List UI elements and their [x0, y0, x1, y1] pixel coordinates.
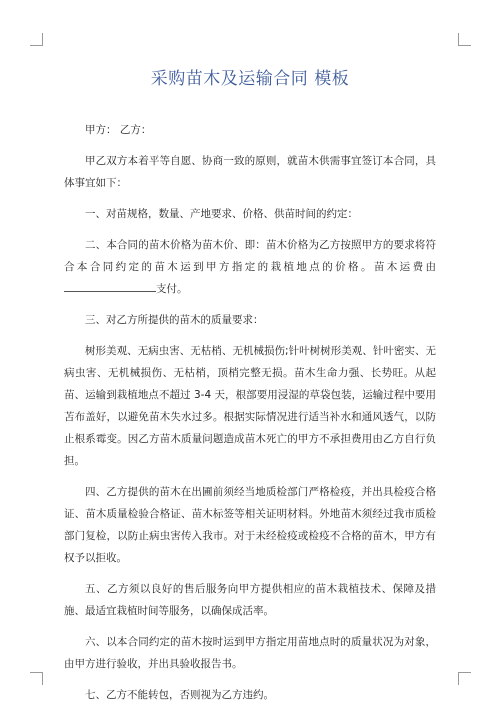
clause-1: 一、对苗规格，数量、产地要求、价格、供苗时间的约定： — [85, 208, 358, 220]
clause-7: 七、乙方不能转包，否则视为乙方违约。 — [85, 689, 274, 701]
fill-in-blank[interactable] — [64, 280, 156, 292]
clause-3-detail: 树形美观、无病虫害、无枯梢、无机械损伤;针叶树树形美观、针叶密实、无病虫害、无机械损伤、无枯梢，顶梢完整无损。苗木生命力强、长势旺。从起苗、运输到栽植地点不超过 3-4 天，根部要用浸湿的草袋包装，运输过程中要用苫布盖好，以避免苗木失水过多。根据实际情况进行适当补水和通风透气，以防止根系霉变。因乙方苗木质量问题造成苗木死亡的甲方不承担费用由乙方自行负担。 — [64, 345, 436, 467]
document-body — [64, 119, 436, 715]
clause-2-text: 二、本合同的苗木价格为苗木价、即：苗木价格为乙方按照甲方的要求将符合本合同约定的苗木运到甲方指定的栽植地点的价格。苗木运费由 — [64, 239, 436, 273]
clause-3: 三、对乙方所提供的苗木的质量要求： — [85, 314, 264, 326]
crop-mark-top-right — [458, 33, 471, 46]
clause-5: 五、乙方须以良好的售后服务向甲方提供相应的苗木栽植技术、保障及措施、最适宜栽植时间等服务，以确保成活率。 — [64, 583, 436, 617]
parties-line: 甲方： 乙方： — [85, 124, 152, 136]
crop-mark-bottom-right — [458, 672, 471, 685]
clause-2 — [64, 234, 436, 300]
clause-4: 四、乙方提供的苗木在出圃前须经当地质检部门严格检疫，并出具检疫合格证、苗木质量检验合格证、苗木标签等相关证明材料。外地苗木须经过我市质检部门复检，以防止病虫害传入我市。对于未经检疫或检疫不合格的苗木，甲方有权予以拒收。 — [64, 486, 436, 564]
clause-6: 六、以本合同约定的苗木按时运到甲方指定用苗地点时的质量状况为对象，由甲方进行验收，并出具验收报告书。 — [64, 636, 436, 670]
clause-2-end: 支付。 — [156, 283, 188, 295]
crop-mark-bottom-left — [30, 672, 43, 685]
document-title: 采购苗木及运输合同 模板 — [150, 69, 350, 89]
intro-paragraph: 甲乙双方本着平等自愿、协商一致的原则，就苗木供需事宜签订本合同，具体事宜如下： — [64, 155, 436, 189]
crop-mark-top-left — [30, 33, 43, 46]
